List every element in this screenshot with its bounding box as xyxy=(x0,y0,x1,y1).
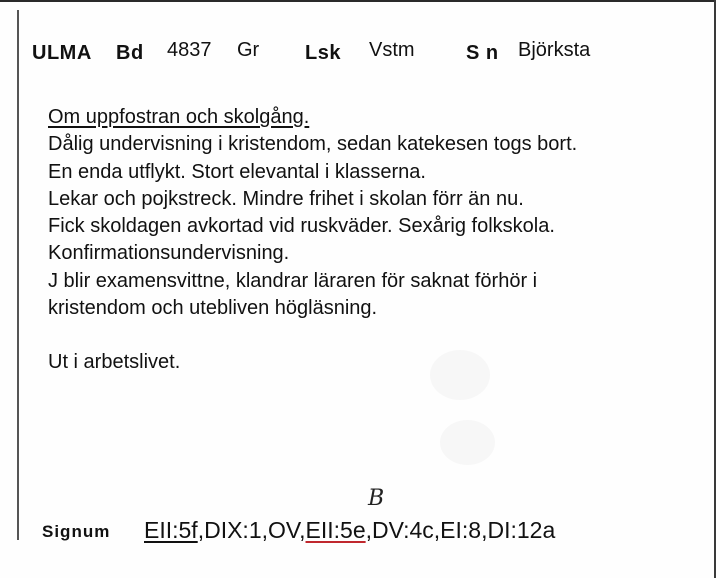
body-line: Konfirmationsundervisning. xyxy=(48,242,290,265)
card-top-edge xyxy=(0,0,716,2)
closing-line: Ut i arbetslivet. xyxy=(48,351,181,374)
signum-code: ,DV:4c,EI:8,DI:12a xyxy=(365,517,556,543)
signum-label: Signum xyxy=(42,522,111,541)
body-line: Lekar och pojkstreck. Mindre frihet i skolan förr än nu. xyxy=(48,187,524,210)
body-line: J blir examensvittne, klandrar läraren för saknat förhör i xyxy=(48,269,538,292)
signum-value xyxy=(144,517,555,544)
body-line: En enda utflykt. Stort elevantal i klasserna. xyxy=(48,160,426,183)
lsk-label: Lsk xyxy=(305,42,341,64)
signum-code-marked: EII:5e xyxy=(305,517,366,543)
sn-label: S n xyxy=(466,42,499,64)
card-header xyxy=(0,38,716,68)
signum-code: ,DIX:1,OV, xyxy=(197,517,306,543)
body-line: kristendom och utebliven högläsning. xyxy=(48,297,378,320)
record-type: Gr xyxy=(237,39,260,61)
handwritten-note: B xyxy=(368,486,385,511)
card-left-margin-line xyxy=(17,10,19,540)
card-body-text xyxy=(48,104,688,377)
paper-smudge xyxy=(440,420,495,465)
lsk-value: Vstm xyxy=(369,39,415,61)
archive-label: ULMA xyxy=(32,42,92,64)
series-label: Bd xyxy=(116,42,144,64)
body-line: Dålig undervisning i kristendom, sedan katekesen togs bort. xyxy=(48,133,578,156)
sn-value: Björksta xyxy=(518,39,591,61)
body-line: Fick skoldagen avkortad vid ruskväder. Sexårig folkskola. xyxy=(48,215,555,238)
paragraph-gap xyxy=(48,322,688,349)
section-heading: Om uppfostran och skolgång. xyxy=(48,106,310,128)
signum-code-underlined: EII:5f xyxy=(144,517,198,543)
signum-row xyxy=(42,515,702,549)
record-number: 4837 xyxy=(167,39,212,61)
